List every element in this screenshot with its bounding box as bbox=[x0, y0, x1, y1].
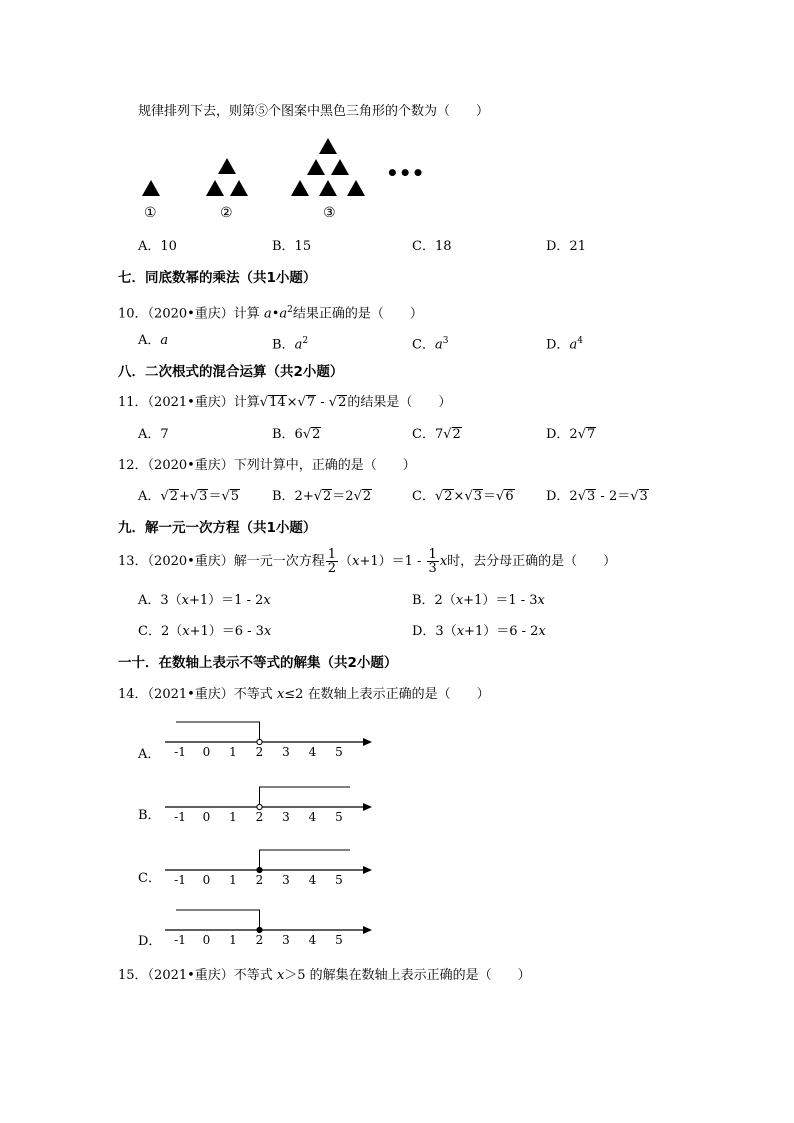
q14-option-d-label[interactable]: D． bbox=[138, 934, 162, 949]
q13-option-a[interactable]: A．3（x+1）＝1 - 2x bbox=[138, 593, 271, 608]
tick-label: 5 bbox=[335, 873, 343, 887]
caption-1: ① bbox=[144, 205, 157, 221]
q10-option-a[interactable]: A．a bbox=[138, 333, 169, 348]
tick-label: 0 bbox=[202, 873, 211, 887]
tick-label: 4 bbox=[308, 873, 317, 887]
q14-option-a-numberline[interactable] bbox=[160, 718, 380, 758]
triangle-icon bbox=[291, 180, 309, 196]
triangle-icon bbox=[142, 180, 160, 196]
q12-option-c[interactable]: C．√2×√3＝√6 bbox=[412, 489, 514, 504]
axis-arrow-icon bbox=[363, 803, 372, 811]
q9-option-b[interactable]: B．15 bbox=[272, 239, 312, 254]
tick-label: 3 bbox=[282, 933, 290, 947]
tick-label: 2 bbox=[255, 933, 264, 947]
section-8-title: 八．二次根式的混合运算（共2小题） bbox=[118, 364, 344, 380]
q9-option-a[interactable]: A．10 bbox=[138, 239, 177, 254]
tick-label: 0 bbox=[202, 810, 211, 824]
caption-3: ③ bbox=[323, 205, 336, 221]
solution-bracket bbox=[176, 722, 260, 742]
axis-arrow-icon bbox=[363, 738, 372, 746]
q12-option-a[interactable]: A．√2+√3＝√5 bbox=[138, 489, 240, 504]
triangle-icon bbox=[206, 180, 224, 196]
q10-stem: 10．（2020•重庆）计算 $a•a^2$结果正确的是（ ） bbox=[118, 305, 423, 322]
tick-label: 3 bbox=[282, 810, 290, 824]
q14-option-c-numberline[interactable] bbox=[160, 846, 380, 886]
caption-2: ② bbox=[220, 205, 233, 221]
q14-option-d-numberline[interactable] bbox=[160, 906, 380, 946]
axis-arrow-icon bbox=[363, 926, 372, 934]
q14-option-b-numberline[interactable] bbox=[160, 783, 380, 823]
q9-option-d[interactable]: D．21 bbox=[546, 239, 586, 254]
q12-stem: 12．（2020•重庆）下列计算中，正确的是（ ） bbox=[118, 458, 416, 473]
q9-figure bbox=[130, 130, 550, 250]
q14-option-b-label[interactable]: B． bbox=[138, 808, 161, 823]
axis-arrow-icon bbox=[363, 866, 372, 874]
triangle-icon bbox=[230, 180, 248, 196]
q12-option-d[interactable]: D．2√3 - 2＝√3 bbox=[546, 489, 648, 504]
tick-label: 4 bbox=[308, 933, 317, 947]
tick-label: -1 bbox=[174, 933, 186, 947]
q11-option-b[interactable]: B．6√2 bbox=[272, 427, 321, 442]
tick-label: 1 bbox=[229, 933, 237, 947]
q12-option-b[interactable]: B．2+√2＝2√2 bbox=[272, 489, 372, 504]
triangle-icon bbox=[307, 159, 325, 175]
q13-stem: 13．（2020•重庆）解一元一次方程 $\frac{1}{2}$ （x+1）＝1 - $\frac{1}{3}$ x时，去分母正确的是（ ） bbox=[118, 547, 617, 576]
open-dot bbox=[257, 804, 262, 809]
q11-option-a[interactable]: A．7 bbox=[138, 427, 169, 442]
tick-label: -1 bbox=[174, 873, 186, 887]
tick-label: 5 bbox=[335, 933, 343, 947]
tick-label: 4 bbox=[308, 745, 317, 759]
q14-option-c-label[interactable]: C． bbox=[138, 871, 161, 886]
q9-stem: 规律排列下去，则第⑤个图案中黑色三角形的个数为（ ） bbox=[138, 104, 490, 119]
closed-dot bbox=[257, 927, 262, 932]
tick-label: 1 bbox=[229, 873, 237, 887]
q10-option-c[interactable]: C．$a^3$ bbox=[412, 336, 449, 353]
tick-label: 3 bbox=[282, 745, 290, 759]
triangle-icon bbox=[347, 180, 365, 196]
section-9-title: 九．解一元一次方程（共1小题） bbox=[118, 520, 317, 536]
tick-label: 5 bbox=[335, 745, 343, 759]
section-10-title: 一十．在数轴上表示不等式的解集（共2小题） bbox=[118, 655, 398, 671]
q14-stem: 14．（2021•重庆）不等式 x≤2 在数轴上表示正确的是（ ） bbox=[118, 687, 490, 702]
solution-bracket bbox=[260, 850, 351, 870]
q15-stem: 15．（2021•重庆）不等式 x＞5 的解集在数轴上表示正确的是（ ） bbox=[118, 968, 531, 983]
tick-label: 3 bbox=[282, 873, 290, 887]
q9-option-c[interactable]: C．18 bbox=[412, 239, 452, 254]
triangle-icon bbox=[331, 159, 349, 175]
q10-option-d[interactable]: D．$a^4$ bbox=[546, 336, 583, 353]
tick-label: -1 bbox=[174, 810, 186, 824]
tick-label: 0 bbox=[202, 933, 211, 947]
q11-option-d[interactable]: D．2√7 bbox=[546, 427, 596, 442]
solution-bracket bbox=[260, 787, 351, 807]
triangle-icon bbox=[319, 138, 337, 154]
q14-option-a-label[interactable]: A． bbox=[138, 747, 161, 762]
tick-label: 4 bbox=[308, 810, 317, 824]
triangle-icon bbox=[218, 158, 236, 174]
section-7-title: 七．同底数幂的乘法（共1小题） bbox=[118, 270, 317, 286]
ellipsis: ••• bbox=[386, 161, 425, 185]
tick-label: 0 bbox=[202, 745, 211, 759]
tick-label: 2 bbox=[255, 873, 264, 887]
tick-label: -1 bbox=[174, 745, 186, 759]
closed-dot bbox=[257, 867, 262, 872]
open-dot bbox=[257, 739, 262, 744]
tick-label: 1 bbox=[229, 745, 237, 759]
q11-option-c[interactable]: C．7√2 bbox=[412, 427, 461, 442]
q11-stem: 11．（2021•重庆）计算√14×√7 - √2的结果是（ ） bbox=[118, 395, 452, 410]
q13-option-b[interactable]: B．2（x+1）＝1 - 3x bbox=[412, 593, 545, 608]
triangle-icon bbox=[319, 180, 337, 196]
tick-label: 1 bbox=[229, 810, 237, 824]
q10-option-b[interactable]: B．$a^2$ bbox=[272, 336, 309, 353]
q13-option-d[interactable]: D．3（x+1）＝6 - 2x bbox=[412, 624, 546, 639]
tick-label: 5 bbox=[335, 810, 343, 824]
tick-label: 2 bbox=[255, 810, 264, 824]
q13-option-c[interactable]: C．2（x+1）＝6 - 3x bbox=[138, 624, 272, 639]
solution-bracket bbox=[176, 910, 260, 930]
tick-label: 2 bbox=[255, 745, 264, 759]
